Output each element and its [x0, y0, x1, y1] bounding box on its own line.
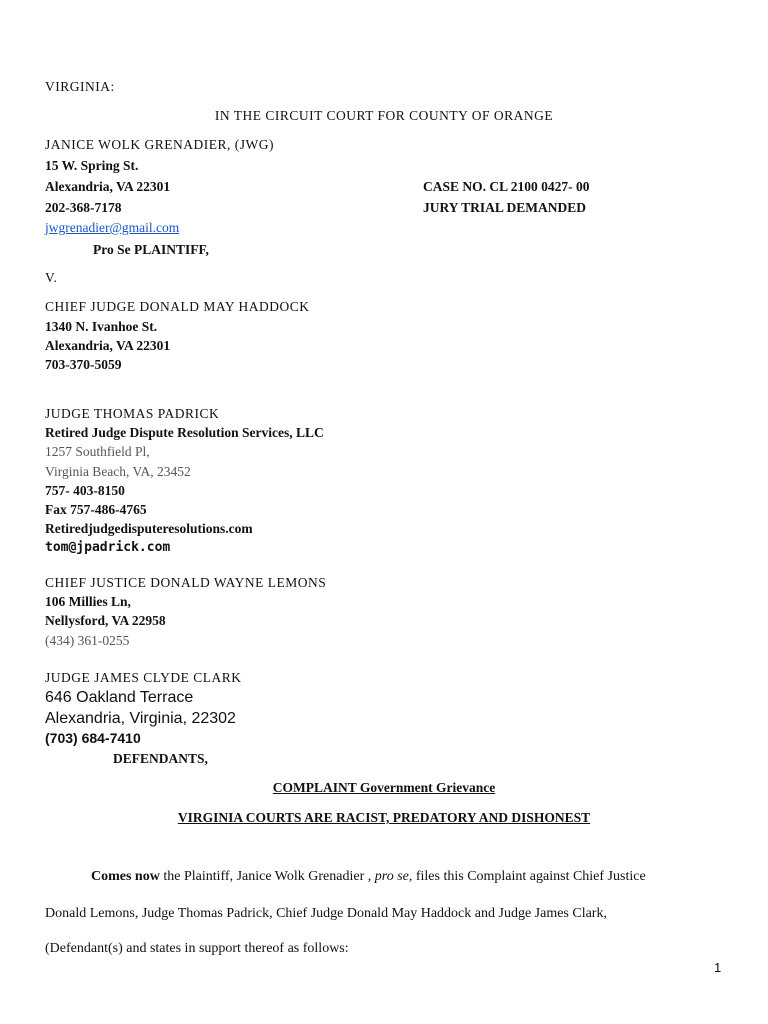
defendant-1-city: Alexandria, VA 22301: [45, 338, 171, 353]
body-line-1-part-a: the Plaintiff, Janice Wolk Grenadier ,: [159, 869, 375, 884]
body-line-1-part-b: files this Complaint against Chief Justice: [412, 869, 646, 884]
plaintiff-city: Alexandria, VA 22301: [45, 179, 171, 194]
page-number: 1: [714, 960, 722, 975]
defendants-label: DEFENDANTS,: [113, 751, 208, 766]
plaintiff-street: 15 W. Spring St.: [45, 158, 139, 173]
complaint-title: COMPLAINT Government Grievance: [272, 780, 496, 795]
plaintiff-phone: 202-368-7178: [45, 200, 122, 215]
defendant-3-city: Nellysford, VA 22958: [45, 613, 166, 628]
defendant-4-street: 646 Oakland Terrace: [45, 689, 194, 706]
plaintiff-role: Pro Se PLAINTIFF,: [93, 242, 209, 257]
body-line-3: (Defendant(s) and states in support thereof as follows:: [45, 941, 349, 956]
defendant-3-phone: (434) 361-0255: [45, 633, 130, 648]
defendant-4-phone: (703) 684-7410: [45, 730, 141, 746]
defendant-1-street: 1340 N. Ivanhoe St.: [45, 319, 158, 334]
versus-label: V.: [45, 270, 58, 285]
defendant-2-company: Retired Judge Dispute Resolution Services, LLC: [45, 425, 324, 440]
plaintiff-email-link[interactable]: jwgrenadier@gmail.com: [45, 220, 180, 235]
defendant-2-street: 1257 Southfield Pl,: [45, 444, 150, 459]
jury-demand: JURY TRIAL DEMANDED: [423, 200, 587, 215]
defendant-2-phone: 757- 403-8150: [45, 483, 125, 498]
defendant-3-name: CHIEF JUSTICE DONALD WAYNE LEMONS: [45, 575, 327, 590]
pro-se-phrase: pro se,: [374, 869, 413, 884]
defendant-2-fax: Fax 757-486-4765: [45, 502, 147, 517]
body-line-2: Donald Lemons, Judge Thomas Padrick, Chief Judge Donald May Haddock and Judge James Clark,: [45, 906, 607, 921]
plaintiff-name: JANICE WOLK GRENADIER, (JWG): [45, 137, 274, 152]
defendant-4-city: Alexandria, Virginia, 22302: [45, 710, 236, 727]
body-line-1: [91, 868, 646, 885]
defendant-2-city: Virginia Beach, VA, 23452: [45, 464, 191, 479]
court-heading: IN THE CIRCUIT COURT FOR COUNTY OF ORANGE: [214, 108, 554, 123]
defendant-1-phone: 703-370-5059: [45, 357, 122, 372]
defendant-2-email: tom@jpadrick.com: [45, 540, 171, 555]
complaint-headline: VIRGINIA COURTS ARE RACIST, PREDATORY AND DISHONEST: [177, 810, 591, 825]
defendant-4-name: JUDGE JAMES CLYDE CLARK: [45, 670, 242, 685]
state-heading: VIRGINIA:: [45, 79, 115, 94]
defendant-2-website: Retiredjudgedisputeresolutions.com: [45, 521, 253, 536]
defendant-3-street: 106 Millies Ln,: [45, 594, 131, 609]
comes-now-phrase: Comes now: [91, 869, 160, 884]
case-number: CASE NO. CL 2100 0427- 00: [423, 179, 590, 194]
defendant-2-name: JUDGE THOMAS PADRICK: [45, 406, 220, 421]
defendant-1-name: CHIEF JUDGE DONALD MAY HADDOCK: [45, 299, 310, 314]
